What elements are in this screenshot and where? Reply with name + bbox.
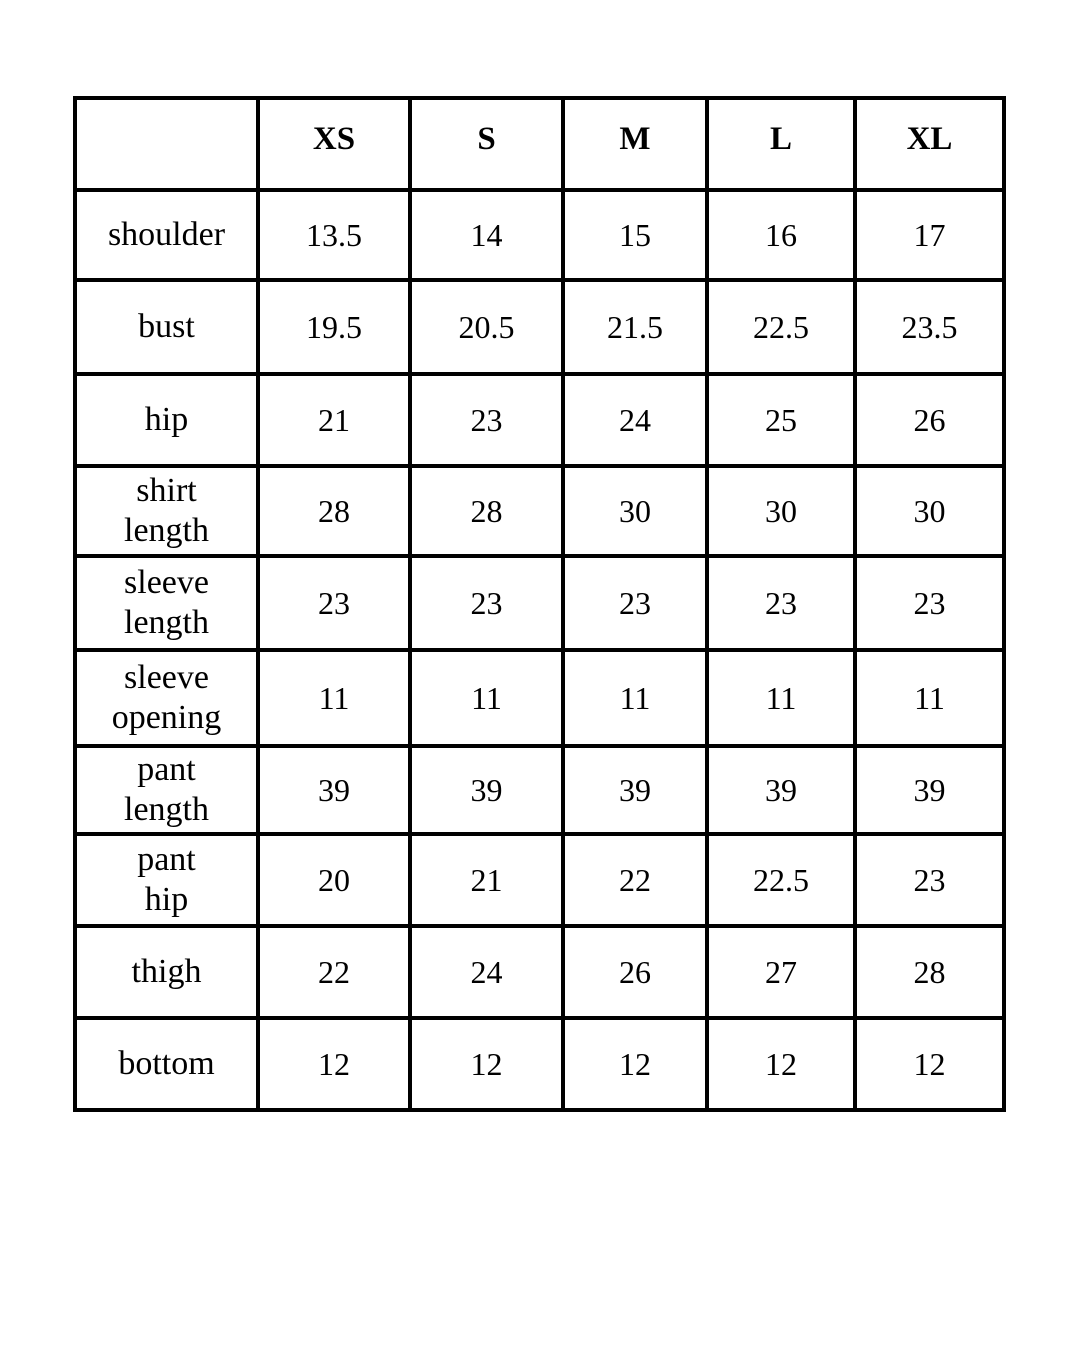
size-header-xs: XS — [258, 98, 410, 190]
measurement-value: 23 — [855, 834, 1004, 926]
measurement-value: 16 — [707, 190, 855, 280]
measurement-value: 39 — [855, 746, 1004, 834]
measurement-value: 23 — [258, 556, 410, 650]
measurement-label — [75, 466, 258, 556]
measurement-label-line: shirt — [136, 472, 197, 509]
measurement-value: 23 — [410, 374, 563, 466]
measurement-label-line: pant — [137, 841, 196, 878]
measurement-value: 17 — [855, 190, 1004, 280]
measurement-label-line: length — [124, 604, 209, 641]
measurement-value: 21.5 — [563, 280, 707, 374]
measurement-value: 11 — [410, 650, 563, 746]
measurement-value: 21 — [258, 374, 410, 466]
measurement-label — [75, 280, 258, 374]
measurement-value: 20.5 — [410, 280, 563, 374]
measurement-value: 19.5 — [258, 280, 410, 374]
measurement-label-line: opening — [111, 699, 222, 736]
measurement-label-line: hip — [144, 401, 189, 438]
measurement-value: 24 — [563, 374, 707, 466]
table-row — [75, 190, 1004, 280]
measurement-value: 11 — [855, 650, 1004, 746]
measurement-value: 23 — [707, 556, 855, 650]
measurement-value: 39 — [410, 746, 563, 834]
measurement-value: 13.5 — [258, 190, 410, 280]
measurement-value: 30 — [707, 466, 855, 556]
measurement-label — [75, 746, 258, 834]
size-header-l: L — [707, 98, 855, 190]
measurement-value: 26 — [855, 374, 1004, 466]
measurement-value: 25 — [707, 374, 855, 466]
table-row — [75, 650, 1004, 746]
table-row — [75, 834, 1004, 926]
measurement-label — [75, 926, 258, 1018]
table-row — [75, 466, 1004, 556]
measurement-label-line: thigh — [131, 953, 202, 990]
measurement-value: 39 — [563, 746, 707, 834]
measurement-value: 15 — [563, 190, 707, 280]
measurement-label — [75, 1018, 258, 1110]
measurement-value: 30 — [855, 466, 1004, 556]
measurement-value: 20 — [258, 834, 410, 926]
measurement-value: 26 — [563, 926, 707, 1018]
measurement-label-line: sleeve — [124, 659, 209, 696]
measurement-label-line: pant — [137, 751, 196, 788]
measurement-rows — [75, 190, 1004, 1110]
table-row — [75, 556, 1004, 650]
table-row — [75, 926, 1004, 1018]
measurement-label-line: length — [124, 791, 209, 828]
measurement-label — [75, 556, 258, 650]
measurement-value: 23.5 — [855, 280, 1004, 374]
table-row — [75, 746, 1004, 834]
measurement-label-line: bottom — [118, 1045, 215, 1082]
measurement-label — [75, 190, 258, 280]
measurement-label-line: bust — [138, 308, 195, 345]
measurement-label-line: hip — [144, 881, 189, 918]
measurement-label-line: length — [124, 512, 209, 549]
measurement-value: 30 — [563, 466, 707, 556]
corner-cell — [75, 98, 258, 190]
measurement-value: 22.5 — [707, 834, 855, 926]
size-header-m: M — [563, 98, 707, 190]
measurement-value: 12 — [707, 1018, 855, 1110]
measurement-value: 24 — [410, 926, 563, 1018]
measurement-label — [75, 374, 258, 466]
measurement-value: 22.5 — [707, 280, 855, 374]
measurement-value: 11 — [563, 650, 707, 746]
measurement-label — [75, 834, 258, 926]
table-row — [75, 374, 1004, 466]
measurement-value: 23 — [855, 556, 1004, 650]
measurement-label-line: sleeve — [124, 564, 209, 601]
size-header-xl: XL — [855, 98, 1004, 190]
measurement-value: 12 — [410, 1018, 563, 1110]
measurement-value: 28 — [410, 466, 563, 556]
measurement-value: 11 — [258, 650, 410, 746]
measurement-value: 22 — [563, 834, 707, 926]
size-chart-table — [73, 96, 1006, 1112]
measurement-value: 39 — [258, 746, 410, 834]
measurement-value: 12 — [258, 1018, 410, 1110]
measurement-value: 21 — [410, 834, 563, 926]
size-header-s: S — [410, 98, 563, 190]
measurement-value: 23 — [563, 556, 707, 650]
measurement-value: 11 — [707, 650, 855, 746]
measurement-value: 23 — [410, 556, 563, 650]
measurement-value: 27 — [707, 926, 855, 1018]
header-row — [75, 98, 1004, 190]
measurement-value: 28 — [855, 926, 1004, 1018]
measurement-value: 12 — [855, 1018, 1004, 1110]
measurement-value: 14 — [410, 190, 563, 280]
table-row — [75, 280, 1004, 374]
measurement-value: 28 — [258, 466, 410, 556]
measurement-value: 22 — [258, 926, 410, 1018]
measurement-value: 12 — [563, 1018, 707, 1110]
measurement-label-line: shoulder — [107, 216, 226, 253]
measurement-value: 39 — [707, 746, 855, 834]
table-row — [75, 1018, 1004, 1110]
measurement-label — [75, 650, 258, 746]
